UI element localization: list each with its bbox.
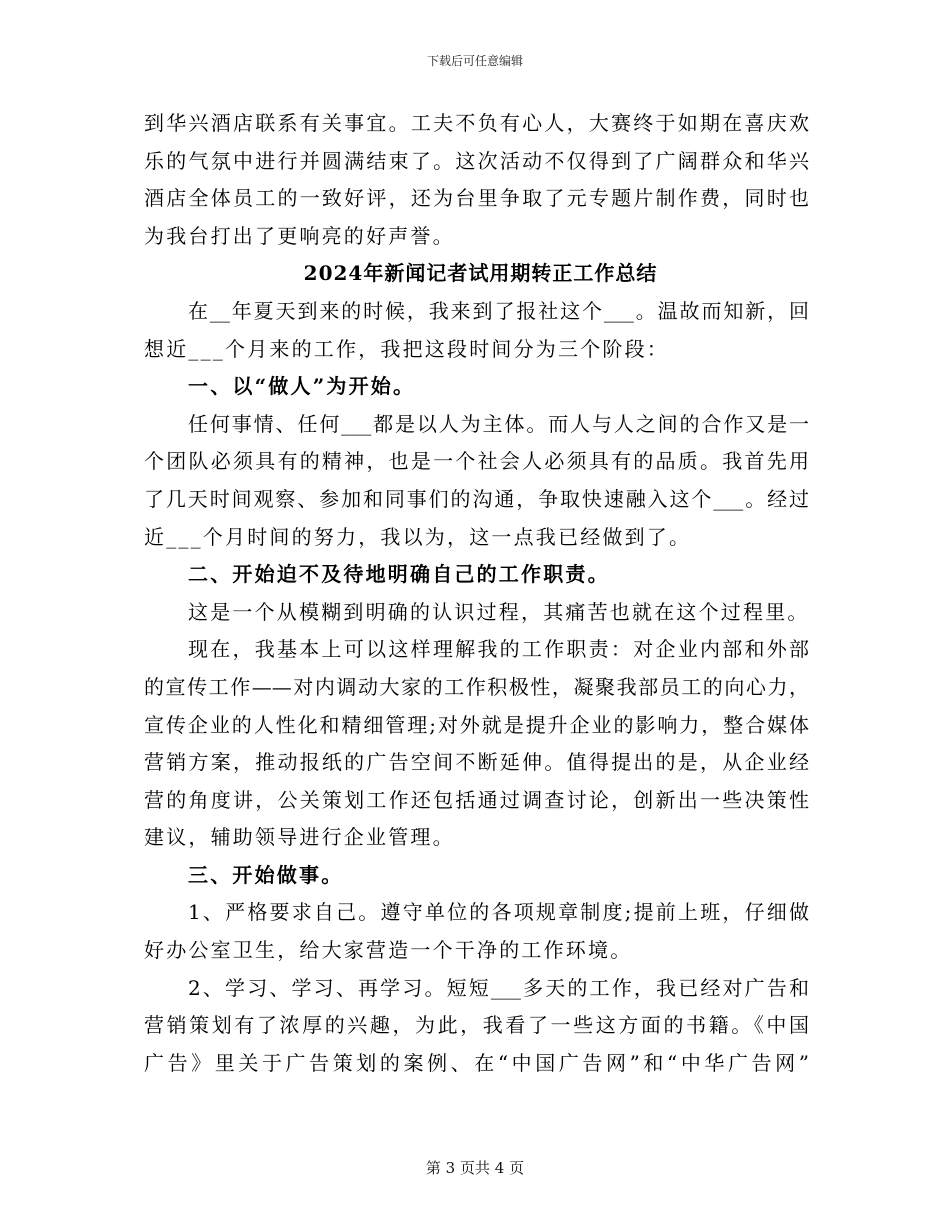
text-line: 营销方案，推动报纸的广告空间不断延伸。值得提出的是，从企业经 — [144, 750, 809, 775]
text-line: 任何事情、任何___都是以人为主体。而人与人之间的合作又是一 — [188, 411, 809, 436]
text-line: 个团队必须具有的精神，也是一个社会人必须具有的品质。我首先用 — [144, 449, 809, 474]
text-line: 1、严格要求自己。遵守单位的各项规章制度;提前上班，仔细做 — [188, 900, 809, 925]
text-line: 到华兴酒店联系有关事宜。工夫不负有心人，大赛终于如期在喜庆欢 — [144, 111, 809, 135]
text-line: 营销策划有了浓厚的兴趣，为此，我看了一些这方面的书籍。《中国 — [144, 1013, 809, 1038]
text-line: 酒店全体员工的一致好评，还为台里争取了元专题片制作费，同时也 — [144, 186, 809, 211]
text-line: 2、学习、学习、再学习。短短___多天的工作，我已经对广告和 — [188, 975, 809, 1000]
text-line: 营的角度讲，公关策划工作还包括通过调查讨论，创新出一些决策性 — [144, 787, 809, 812]
section-heading: 三、开始做事。 — [188, 862, 344, 887]
text-line: 现在，我基本上可以这样理解我的工作职责：对企业内部和外部 — [188, 637, 809, 662]
text-line: 为我台打出了更响亮的好声誉。 — [144, 223, 455, 248]
text-line: 想近___个月来的工作，我把这段时间分为三个阶段： — [144, 336, 669, 361]
text-line: 这是一个从模糊到明确的认识过程，其痛苦也就在这个过程里。 — [188, 599, 810, 624]
text-line: 好办公室卫生，给大家营造一个干净的工作环境。 — [144, 938, 633, 963]
text-line: 乐的气氛中进行并圆满结束了。这次活动不仅得到了广阔群众和华兴 — [144, 148, 809, 173]
text-line: 广告》里关于广告策划的案例、在“中国广告网”和“中华广告网” — [144, 1050, 809, 1075]
text-line: 建议，辅助领导进行企业管理。 — [144, 825, 455, 850]
text-line: 的宣传工作——对内调动大家的工作积极性，凝聚我部员工的向心力， — [144, 674, 809, 699]
page-footer: 第 3 页共 4 页 — [425, 1159, 525, 1177]
section-heading: 二、开始迫不及待地明确自己的工作职责。 — [188, 562, 610, 587]
document-title: 2024年新闻记者试用期转正工作总结 — [303, 261, 658, 286]
text-line: 宣传企业的人性化和精细管理;对外就是提升企业的影响力，整合媒体 — [144, 712, 809, 737]
text-line: 近___个月时间的努力，我以为，这一点我已经做到了。 — [144, 524, 692, 549]
page-header: 下载后可任意编辑 — [426, 54, 523, 68]
document-body — [144, 105, 809, 1082]
text-line: 了几天时间观察、参加和同事们的沟通，争取快速融入这个___。经过 — [144, 486, 809, 511]
text-line: 在__年夏天到来的时候，我来到了报社这个___。温故而知新，回 — [188, 298, 809, 323]
section-heading: 一、以“做人”为开始。 — [188, 374, 416, 399]
